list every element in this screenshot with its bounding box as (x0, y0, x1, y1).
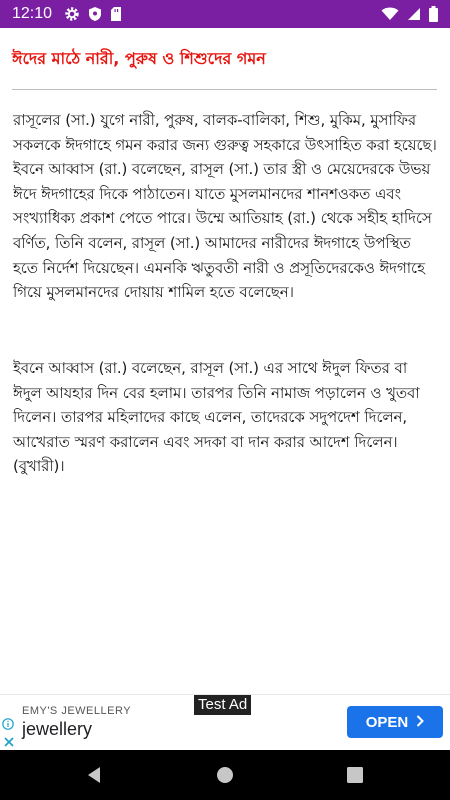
close-icon[interactable] (3, 733, 15, 745)
status-right-icons (381, 6, 438, 22)
ad-open-button[interactable] (347, 706, 443, 738)
gear-icon (64, 6, 80, 22)
info-icon[interactable] (2, 715, 14, 727)
signal-icon (407, 7, 421, 21)
ad-banner[interactable] (0, 694, 450, 750)
article-paragraph-2: ইবনে আব্বাস (রা.) বলেছেন, রাসূল (সা.) এর সাথে ঈদুল ফিতর বা ঈদুল আযহার দিন বের হলাম। তারপর তিনি নামাজ পড়ালেন ও খুতবা দিলেন। তারপর মহিলাদের কাছে এলেন, তাদেরকে সদুপদেশ দিলেন, আখেরাত স্মরণ করালেন এবং সদকা বা দান করার আদেশ দিলেন। (বুখারী)। (13, 359, 420, 476)
recents-icon[interactable] (347, 767, 363, 787)
sd-card-icon (110, 6, 122, 22)
shield-icon (88, 6, 102, 22)
back-icon[interactable] (86, 766, 102, 788)
article-paragraph-1: রাসূলের (সা.) যুগে নারী, পুরুষ, বালক-বালিকা, শিশু, মুকিম, মুসাফির সকলকে ঈদগাহে গমন করার জন্য গুরুত্ব সহকারে উৎসাহিত করা হয়েছে। ইবনে আব্বাস (রা.) বলেছেন, রাসূল (সা.) তার স্ত্রী ও মেয়েদেরকে উভয় ঈদে ঈদগাহের দিকে পাঠাতেন। যাতে মুসলমানদের শানশওকত এবং সংখ্যাধিক্য প্রকাশ পেতে পারে। উম্মে আতিয়াহ (রা.) থেকে সহীহ হাদিসে বর্ণিত, তিনি বলেন, রাসূল (সা.) আমাদের নারীদের ঈদগাহে উপস্থিত হতে নির্দেশ দিয়েছেন। এমনকি ঋতুবতী নারী ও প্রসূতিদেরকেও ঈদগাহে গিয়ে মুসলমানদের দোয়ায় শামিল হতে বলেছেন। (13, 111, 437, 302)
title-divider (12, 89, 437, 90)
ad-brand: EMY'S JEWELLERY (22, 705, 132, 717)
status-left-icons (64, 6, 122, 22)
article-content[interactable] (0, 28, 450, 694)
home-icon[interactable] (216, 766, 234, 788)
status-bar (0, 0, 450, 28)
article-title: ঈদের মাঠে নারী, পুরুষ ও শিশুদের গমন (12, 49, 266, 68)
status-time: 12:10 (12, 5, 53, 22)
wifi-icon (381, 7, 399, 21)
ad-headline[interactable]: jewellery (22, 719, 93, 739)
chevron-right-icon (416, 714, 424, 731)
system-nav-bar (0, 750, 450, 800)
battery-icon (429, 6, 438, 22)
ad-open-label: OPEN (365, 713, 409, 731)
test-ad-label: Test Ad (194, 695, 251, 715)
